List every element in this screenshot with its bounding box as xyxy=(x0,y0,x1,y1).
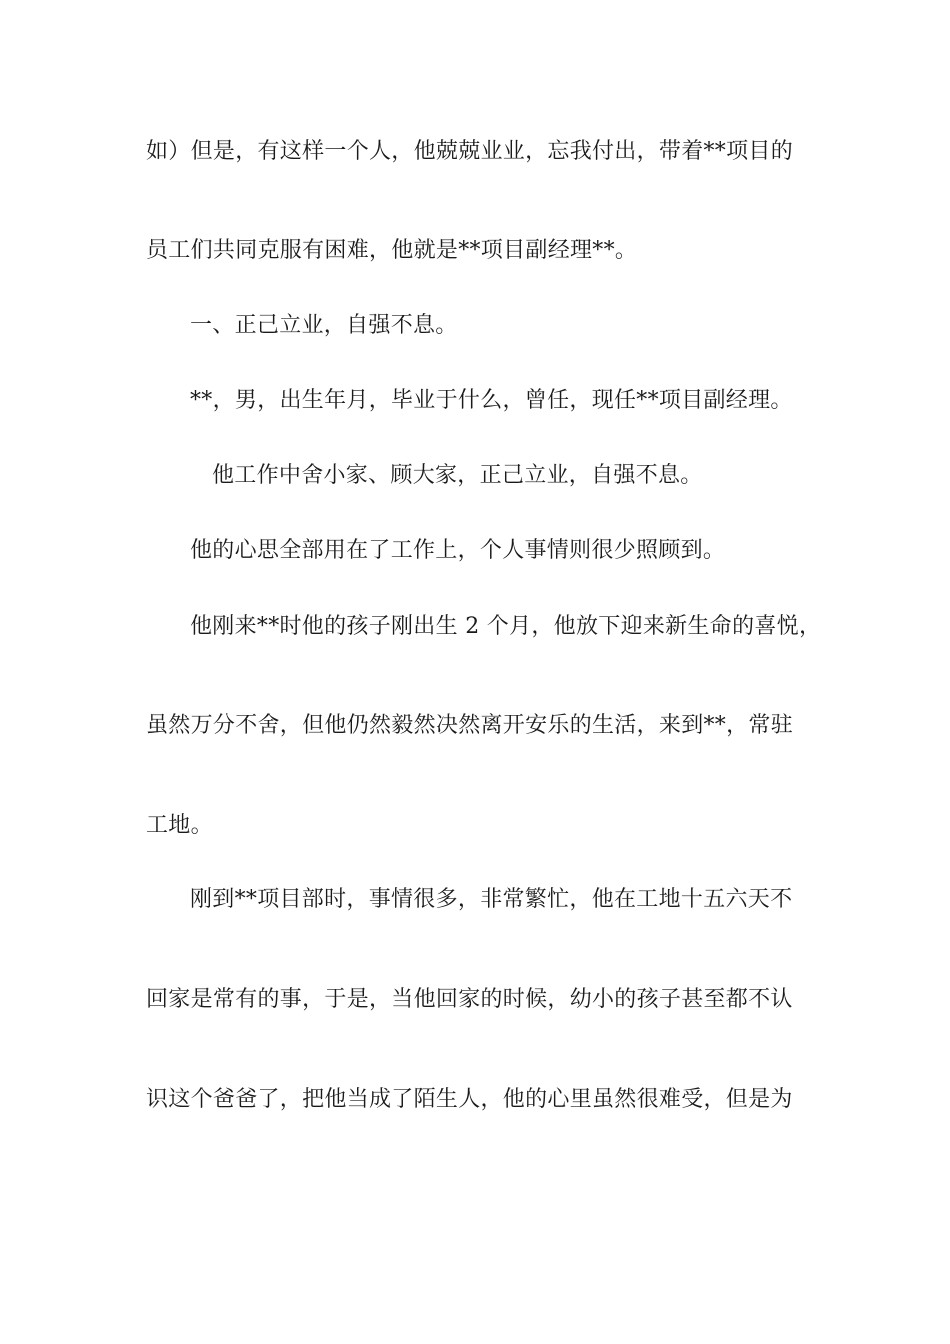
text-line-11: 回家是常有的事，于是，当他回家的时候，幼小的孩子甚至都不认 xyxy=(146,987,793,1012)
text-line-8: 虽然万分不舍，但他仍然毅然决然离开安乐的生活，来到**，常驻 xyxy=(146,713,794,738)
text-line-7: 他刚来**时他的孩子刚出生 2 个月，他放下迎来新生命的喜悦， xyxy=(190,614,822,639)
text-line-12: 识这个爸爸了，把他当成了陌生人，他的心里虽然很难受，但是为 xyxy=(146,1087,793,1112)
text-line-10: 刚到**项目部时，事情很多，非常繁忙，他在工地十五六天不 xyxy=(190,887,793,912)
text-line-5: 他工作中舍小家、顾大家，正己立业，自强不息。 xyxy=(212,463,703,488)
text-line-9: 工地。 xyxy=(146,813,213,838)
section-heading: 一、正己立业，自强不息。 xyxy=(190,313,458,338)
text-line-1: 如）但是，有这样一个人，他兢兢业业，忘我付出，带着**项目的 xyxy=(146,139,794,164)
text-line-4: **，男，出生年月，毕业于什么，曾任，现任**项目副经理。 xyxy=(190,388,793,413)
text-line-6: 他的心思全部用在了工作上，个人事情则很少照顾到。 xyxy=(190,538,726,563)
text-line-2: 员工们共同克服有困难，他就是**项目副经理**。 xyxy=(146,238,638,263)
